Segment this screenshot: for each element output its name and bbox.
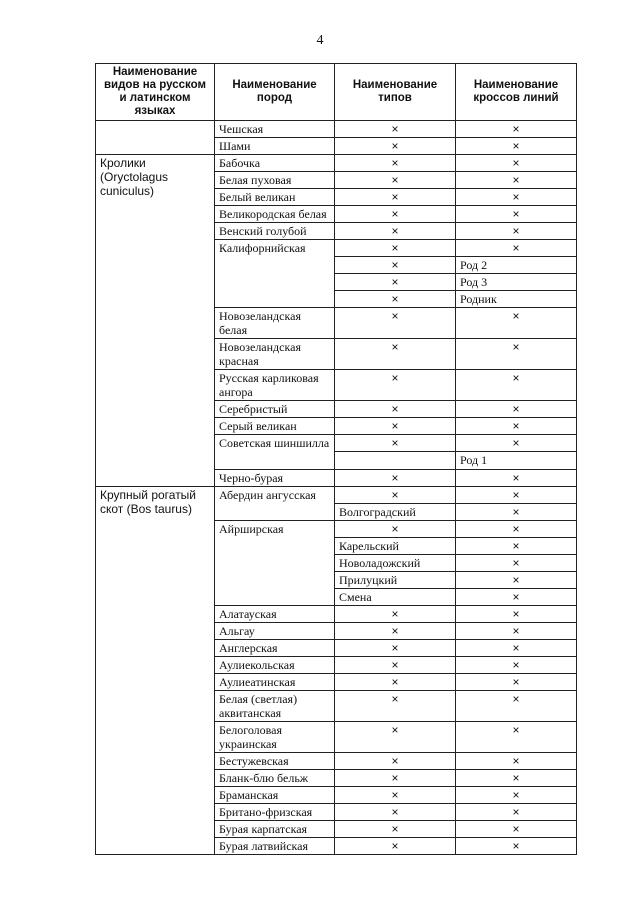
type-cell: × — [335, 674, 456, 691]
type-cell: × — [335, 470, 456, 487]
type-cell: × — [335, 770, 456, 787]
cross-cell: × — [456, 504, 577, 521]
type-cell: × — [335, 787, 456, 804]
species-cell — [96, 121, 215, 155]
cross-cell: × — [456, 470, 577, 487]
cross-cell: × — [456, 339, 577, 370]
type-cell: × — [335, 838, 456, 855]
cross-cell: × — [456, 787, 577, 804]
cross-cell: × — [456, 487, 577, 504]
cross-cell: × — [456, 138, 577, 155]
type-cell: × — [335, 257, 456, 274]
table-row — [96, 121, 577, 138]
type-cell: × — [335, 370, 456, 401]
cross-cell: × — [456, 640, 577, 657]
cross-cell: × — [456, 606, 577, 623]
header-crosses: Наименование кроссов линий — [456, 64, 577, 121]
breed-cell: Советская шиншилла — [215, 435, 335, 470]
type-cell: × — [335, 435, 456, 452]
breed-cell: Бланк-блю бельж — [215, 770, 335, 787]
breed-cell: Белоголовая украинская — [215, 722, 335, 753]
cross-cell: × — [456, 401, 577, 418]
cross-cell: × — [456, 753, 577, 770]
page-number: 4 — [316, 33, 324, 48]
cross-cell: × — [456, 418, 577, 435]
cross-cell: × — [456, 172, 577, 189]
cross-cell: × — [456, 722, 577, 753]
breed-cell: Венский голубой — [215, 223, 335, 240]
type-cell: × — [335, 138, 456, 155]
breed-cell: Абердин ангусская — [215, 487, 335, 521]
cross-cell: × — [456, 121, 577, 138]
cross-cell: × — [456, 572, 577, 589]
type-cell: × — [335, 401, 456, 418]
type-cell: Смена — [335, 589, 456, 606]
type-cell: × — [335, 291, 456, 308]
breed-cell: Бурая карпатская — [215, 821, 335, 838]
cross-cell: × — [456, 821, 577, 838]
breed-cell: Бурая латвийская — [215, 838, 335, 855]
type-cell: Карельский — [335, 538, 456, 555]
type-cell: × — [335, 240, 456, 257]
breed-registry-table — [95, 63, 577, 855]
type-cell: × — [335, 121, 456, 138]
species-cell: Крупный рогатый скот (Bos taurus) — [96, 487, 215, 855]
type-cell: Волгоградский — [335, 504, 456, 521]
cross-cell: × — [456, 435, 577, 452]
table-header-row — [96, 64, 577, 121]
type-cell: × — [335, 640, 456, 657]
breed-cell: Шами — [215, 138, 335, 155]
breed-cell: Великородская белая — [215, 206, 335, 223]
breed-cell: Англерская — [215, 640, 335, 657]
cross-cell: × — [456, 657, 577, 674]
type-cell: × — [335, 821, 456, 838]
type-cell: Новоладожский — [335, 555, 456, 572]
breed-cell: Аулиеатинская — [215, 674, 335, 691]
table-row — [96, 155, 577, 172]
cross-cell: × — [456, 770, 577, 787]
breed-cell: Бестужевская — [215, 753, 335, 770]
breed-cell: Белая пуховая — [215, 172, 335, 189]
cross-cell: × — [456, 308, 577, 339]
type-cell: × — [335, 691, 456, 722]
table-row — [96, 487, 577, 504]
header-species: Наименование видов на русском и латинском языках — [96, 64, 215, 121]
cross-cell: × — [456, 623, 577, 640]
breed-cell: Новозеландская красная — [215, 339, 335, 370]
type-cell: × — [335, 155, 456, 172]
breed-cell: Белая (светлая) аквитанская — [215, 691, 335, 722]
breed-cell: Калифорнийская — [215, 240, 335, 308]
type-cell: × — [335, 623, 456, 640]
type-cell — [335, 452, 456, 470]
type-cell: × — [335, 657, 456, 674]
cross-cell: × — [456, 838, 577, 855]
cross-cell: × — [456, 804, 577, 821]
cross-cell: × — [456, 240, 577, 257]
cross-cell: × — [456, 206, 577, 223]
cross-cell: × — [456, 521, 577, 538]
breed-cell: Чешская — [215, 121, 335, 138]
table-body — [96, 121, 577, 855]
breed-cell: Британо-фризская — [215, 804, 335, 821]
breed-cell: Серебристый — [215, 401, 335, 418]
type-cell: × — [335, 521, 456, 538]
breed-cell: Браманская — [215, 787, 335, 804]
type-cell: × — [335, 206, 456, 223]
cross-cell: × — [456, 589, 577, 606]
cross-cell: × — [456, 189, 577, 206]
type-cell: × — [335, 223, 456, 240]
breed-cell: Белый великан — [215, 189, 335, 206]
breed-cell: Черно-бурая — [215, 470, 335, 487]
cross-cell: × — [456, 538, 577, 555]
breed-cell: Новозеландская белая — [215, 308, 335, 339]
breed-cell: Бабочка — [215, 155, 335, 172]
type-cell: × — [335, 722, 456, 753]
cross-cell: × — [456, 155, 577, 172]
breed-cell: Алатауская — [215, 606, 335, 623]
type-cell: × — [335, 339, 456, 370]
type-cell: Прилуцкий — [335, 572, 456, 589]
cross-cell: × — [456, 674, 577, 691]
header-breeds: Наименование пород — [215, 64, 335, 121]
breed-cell: Альгау — [215, 623, 335, 640]
type-cell: × — [335, 308, 456, 339]
cross-cell: × — [456, 555, 577, 572]
breed-cell: Русская карликовая ангора — [215, 370, 335, 401]
type-cell: × — [335, 753, 456, 770]
type-cell: × — [335, 189, 456, 206]
type-cell: × — [335, 418, 456, 435]
type-cell: × — [335, 487, 456, 504]
cross-cell: Род 3 — [456, 274, 577, 291]
type-cell: × — [335, 804, 456, 821]
cross-cell: Род 1 — [456, 452, 577, 470]
cross-cell: Род 2 — [456, 257, 577, 274]
cross-cell: × — [456, 370, 577, 401]
species-cell: Кролики (Oryctolagus cuniculus) — [96, 155, 215, 487]
breed-cell: Айрширская — [215, 521, 335, 606]
cross-cell: × — [456, 223, 577, 240]
cross-cell: × — [456, 691, 577, 722]
type-cell: × — [335, 606, 456, 623]
breed-cell: Серый великан — [215, 418, 335, 435]
breed-cell: Аулиекольская — [215, 657, 335, 674]
type-cell: × — [335, 274, 456, 291]
header-types: Наименование типов — [335, 64, 456, 121]
cross-cell: Родник — [456, 291, 577, 308]
type-cell: × — [335, 172, 456, 189]
